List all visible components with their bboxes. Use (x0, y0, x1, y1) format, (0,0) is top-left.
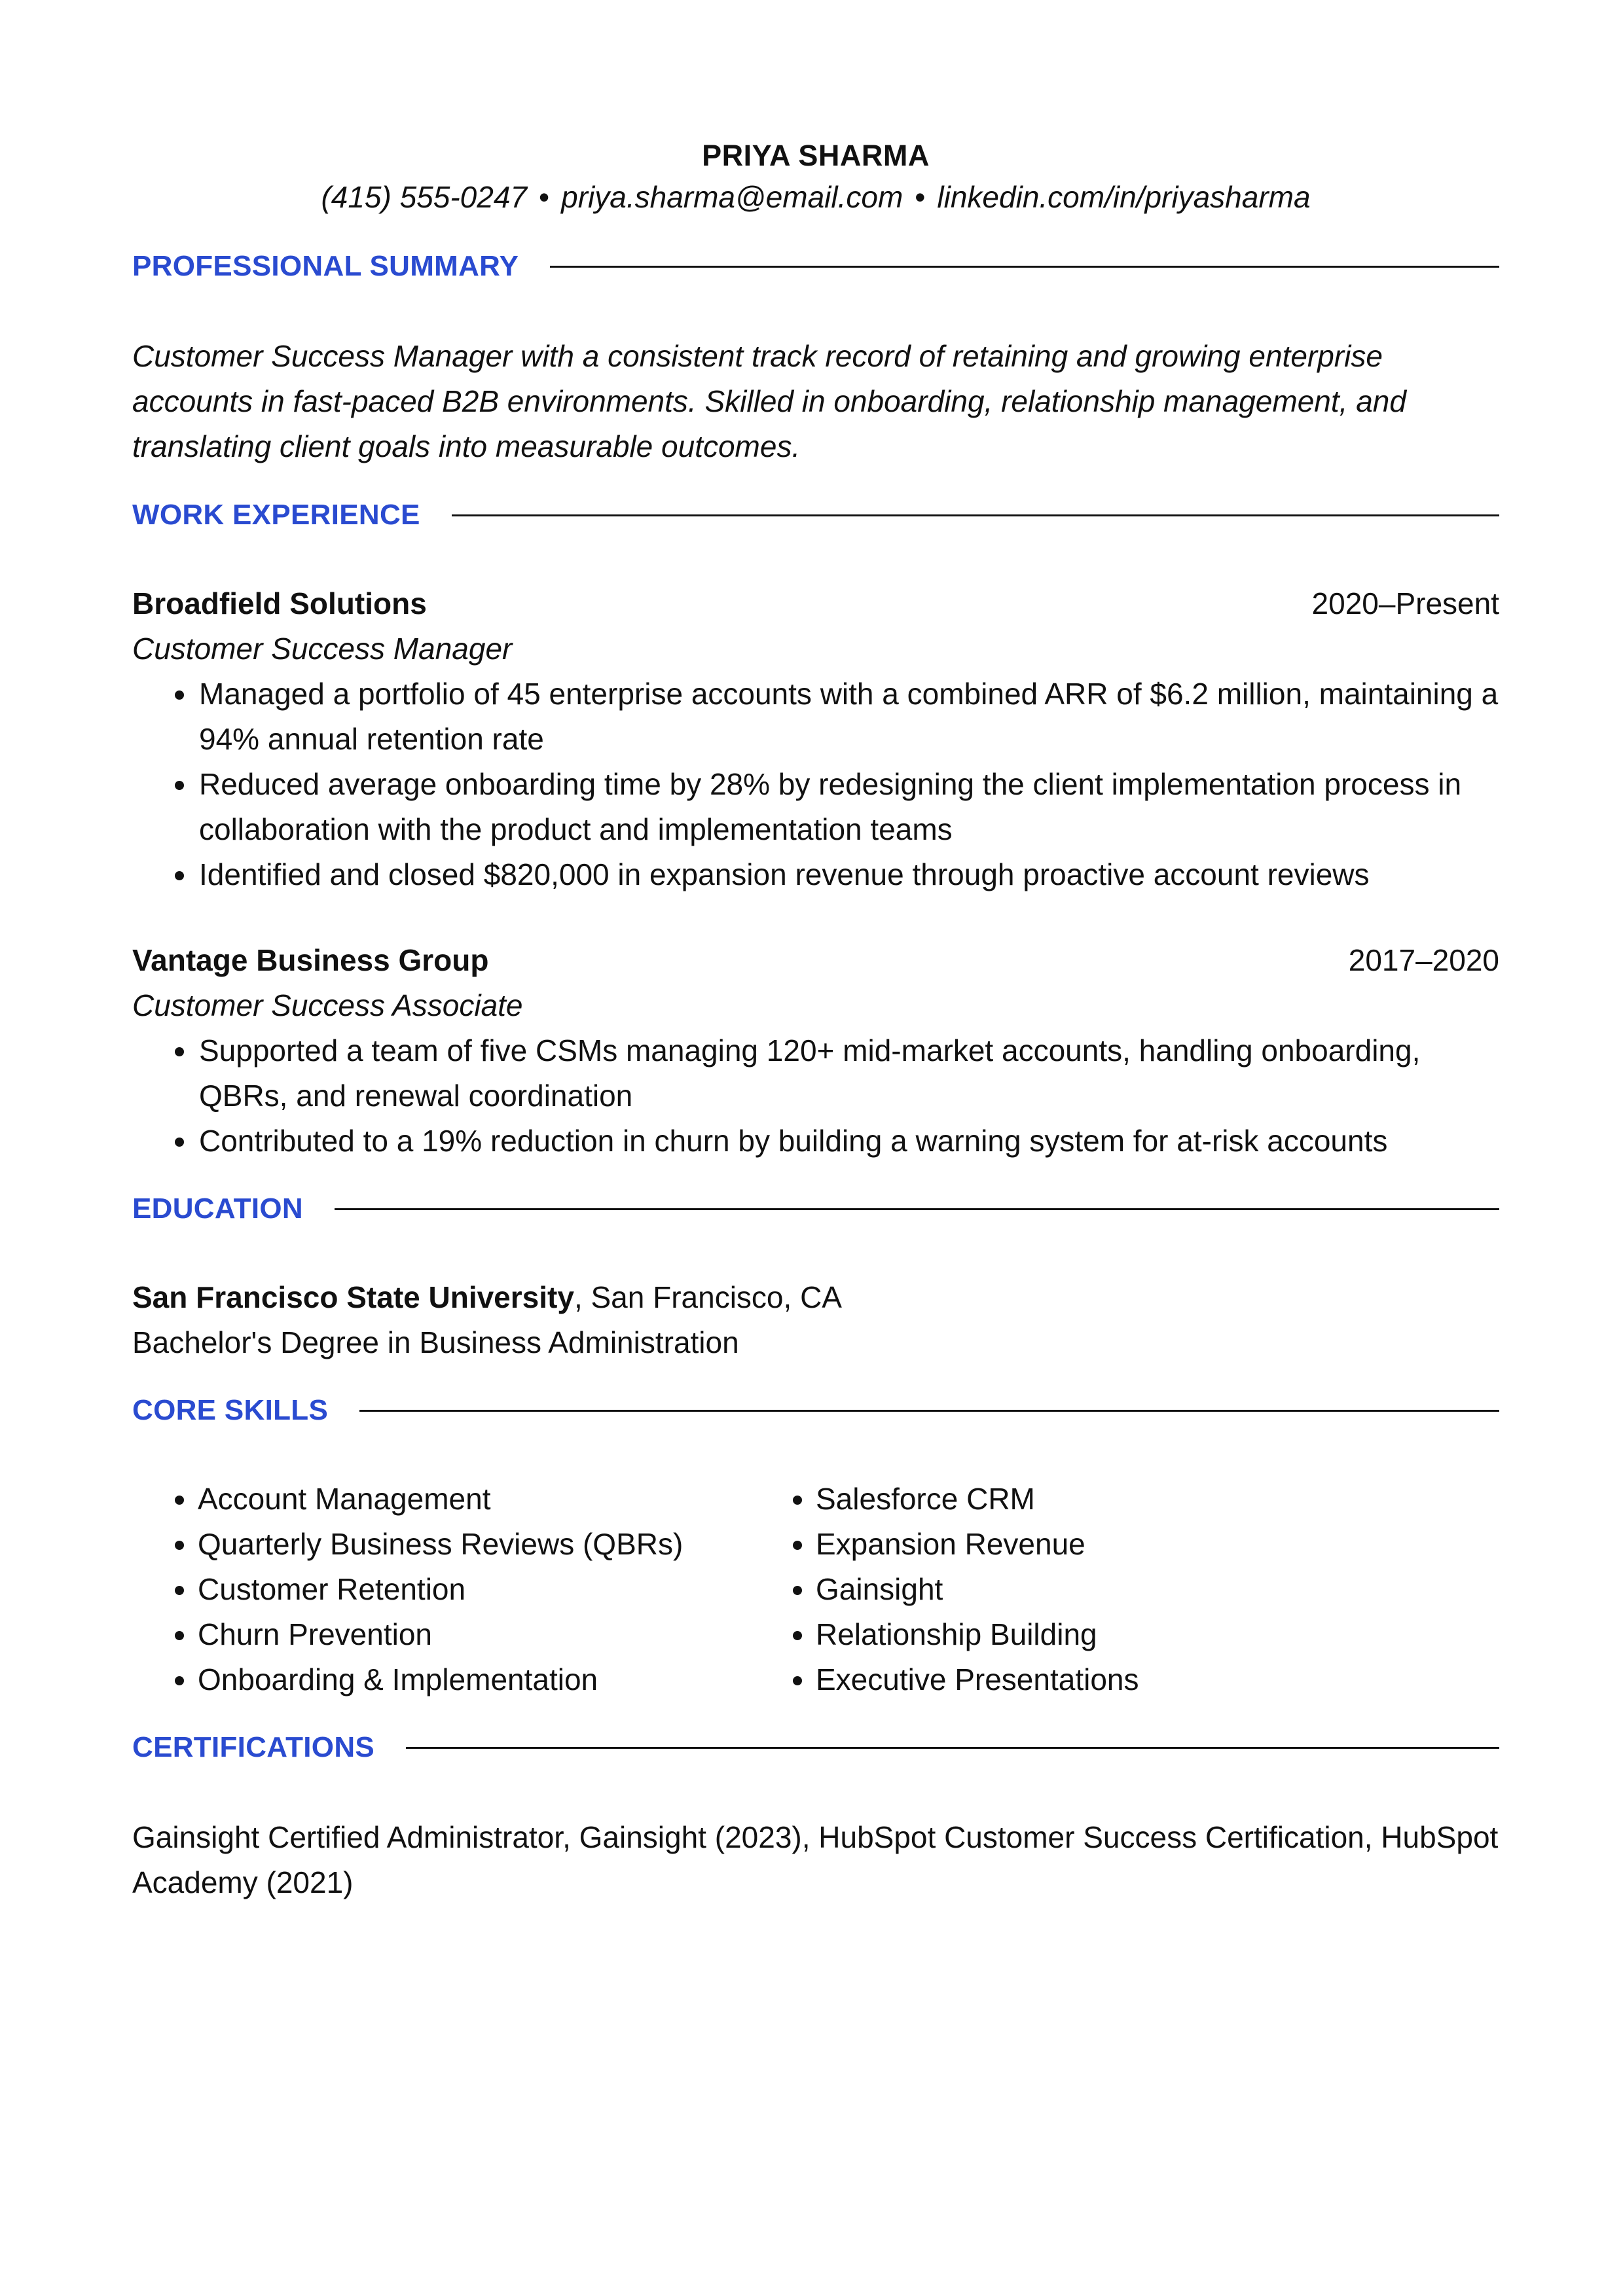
degree: Bachelor's Degree in Business Administration (132, 1325, 739, 1359)
job-header (132, 581, 1499, 626)
skill-item: • Executive Presentations (816, 1657, 1499, 1702)
company-name: Broadfield Solutions (132, 586, 427, 620)
section-divider (359, 1410, 1499, 1412)
section-divider (452, 514, 1499, 516)
section-title-education: EDUCATION (132, 1193, 303, 1225)
skills-column-right (750, 1477, 1499, 1702)
resume-page (132, 136, 1499, 1905)
contact-separator: • (915, 180, 926, 214)
job-bullet: • Supported a team of five CSMs managing 120+ mid-market accounts, handling onboarding, QBRs, and renewal coordination (198, 1028, 1499, 1119)
education-section-header (132, 1186, 1499, 1232)
job-bullets (132, 672, 1499, 897)
job-entry (132, 938, 1499, 1164)
skill-item: • Expansion Revenue (816, 1522, 1499, 1567)
job-title: Customer Success Manager (132, 632, 513, 666)
candidate-name: PRIYA SHARMA (702, 139, 930, 172)
section-title-skills: CORE SKILLS (132, 1394, 329, 1426)
skill-item: • Gainsight (816, 1567, 1499, 1612)
section-divider (406, 1747, 1499, 1749)
section-divider (550, 266, 1499, 268)
job-title: Customer Success Associate (132, 988, 523, 1022)
skill-item: • Customer Retention (198, 1567, 750, 1612)
skills-list (132, 1477, 1499, 1702)
linkedin-url: linkedin.com/in/priyasharma (937, 180, 1311, 214)
certifications-section-header (132, 1725, 1499, 1770)
experience-section-header (132, 492, 1499, 538)
skill-item: • Salesforce CRM (816, 1477, 1499, 1522)
phone-number: (415) 555-0247 (321, 180, 528, 214)
skill-item: • Account Management (198, 1477, 750, 1522)
section-title-certifications: CERTIFICATIONS (132, 1731, 375, 1763)
skill-item: • Relationship Building (816, 1612, 1499, 1657)
skill-item: • Onboarding & Implementation (198, 1657, 750, 1702)
skill-item: • Quarterly Business Reviews (QBRs) (198, 1522, 750, 1567)
education-entry (132, 1275, 1499, 1365)
school-location: , San Francisco, CA (574, 1280, 842, 1314)
section-divider (335, 1208, 1499, 1210)
section-title-summary: PROFESSIONAL SUMMARY (132, 250, 519, 282)
certifications-text: Gainsight Certified Administrator, Gainsight (2023), HubSpot Customer Success Certification, HubSpot Academy (2021) (132, 1820, 1499, 1899)
job-dates: 2017–2020 (1348, 943, 1499, 977)
contact-line (132, 175, 1499, 219)
job-bullet: • Identified and closed $820,000 in expansion revenue through proactive account reviews (198, 852, 1499, 897)
summary-text: Customer Success Manager with a consistent track record of retaining and growing enterprise accounts in fast-paced B2B environments. Skilled in onboarding, relationship management, and translating client goals into measurable outcomes. (132, 339, 1406, 463)
job-dates: 2020–Present (1311, 586, 1499, 620)
contact-separator: • (539, 180, 550, 214)
job-bullet: • Managed a portfolio of 45 enterprise accounts with a combined ARR of $6.2 million, maintaining a 94% annual retention rate (198, 672, 1499, 762)
school-line (132, 1275, 1499, 1320)
job-entry (132, 581, 1499, 897)
job-bullet: • Reduced average onboarding time by 28% by redesigning the client implementation process in collaboration with the product and implementation teams (198, 762, 1499, 852)
email-address: priya.sharma@email.com (561, 180, 903, 214)
company-name: Vantage Business Group (132, 943, 489, 977)
skills-section-header (132, 1388, 1499, 1433)
section-title-experience: WORK EXPERIENCE (132, 499, 420, 531)
job-bullet: • Contributed to a 19% reduction in churn by building a warning system for at-risk accounts (198, 1119, 1499, 1164)
summary-section-header (132, 243, 1499, 289)
job-header (132, 938, 1499, 983)
school-name: San Francisco State University (132, 1280, 574, 1314)
job-bullets (132, 1028, 1499, 1164)
skills-column-left (132, 1477, 750, 1702)
skill-item: • Churn Prevention (198, 1612, 750, 1657)
